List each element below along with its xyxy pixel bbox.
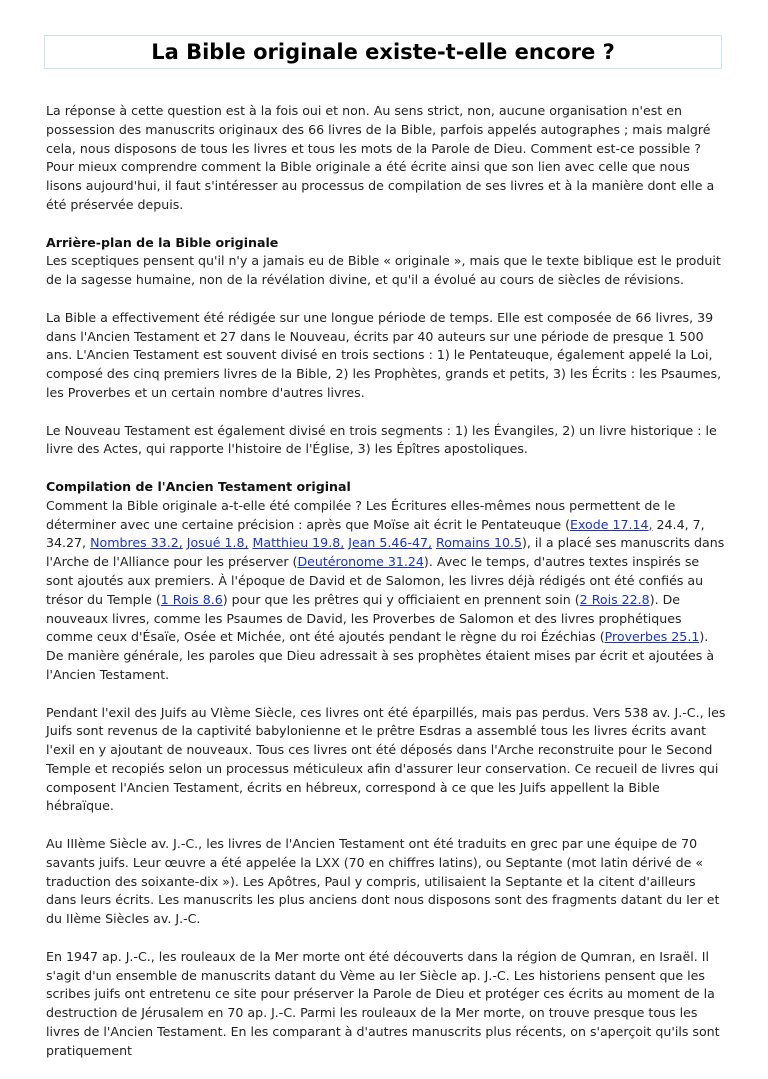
scripture-link-josue[interactable]: Josué 1.8, <box>186 535 249 551</box>
scripture-link-1-rois[interactable]: 1 Rois 8.6 <box>160 591 223 607</box>
scripture-link-deuteronome[interactable]: Deutéronome 31.24 <box>297 554 424 570</box>
text-segment: 34.27, <box>46 535 91 551</box>
text-segment: 24.4, 7, <box>652 516 705 532</box>
text-segment: ). De manière générale, les paroles que Dieu adressait à ses prophètes étaient mises par écrit et ajoutées à l'Ancien Testament. <box>46 629 715 682</box>
text-segment: ) pour que les prêtres qui y officiaient en prennent soin ( <box>222 591 580 607</box>
paragraph: En 1947 ap. J.-C., les rouleaux de la Mer morte ont été découverts dans la région de Qumran, en Israël. Il s'agit d'un ensemble de manuscrits datant du Vème au Ier Siècle ap. J.-C. Les historiens pensent que les scribes juifs ont entretenu ce site pour préserver la Parole de Dieu et protéger ces écrits au moment de la destruction de Jérusalem en 70 ap. J.-C. Parmi les rouleaux de la Mer morte, on trouve presque tous les livres de l'Ancien Testament. En les comparant à d'autres manuscrits plus récents, on s'aperçoit qu'ils sont pratiquement <box>46 948 720 1058</box>
scripture-link-matthieu[interactable]: Matthieu 19.8, <box>252 535 345 551</box>
text-segment: ). De nouveaux livres, comme les Psaumes de David, les Proverbes de Salomon et des livres prophétiques comme ceux d'Ésaïe, Osée et Michée, ont été ajoutés pendant le règne du roi Ézéchias ( <box>46 591 682 645</box>
article-body <box>46 102 726 1079</box>
scripture-link-2-rois[interactable]: 2 Rois 22.8 <box>579 591 650 607</box>
text-segment: Comment la Bible originale a-t-elle été compilée ? Les Écritures elles-mêmes nous permettent de le déterminer avec une certaine précision : après que Moïse ait écrit le Pentateuque ( <box>46 497 676 532</box>
paragraph: Les sceptiques pensent qu'il n'y a jamais eu de Bible « originale », mais que le texte biblique est le produit de la sagesse humaine, non de la révélation divine, et qu'il a évolué au cours de siècles de révisions. <box>46 253 721 288</box>
page-title: La Bible originale existe-t-elle encore ? <box>151 40 615 64</box>
paragraph: La Bible a effectivement été rédigée sur une longue période de temps. Elle est composée de 66 livres, 39 dans l'Ancien Testament et 27 dans le Nouveau, écrits par 40 auteurs sur une période de presque 1 500 ans. L'Ancien Testament est souvent divisé en trois sections : 1) le Pentateuque, également appelé la Loi, composé des cinq premiers livres de la Bible, 2) les Prophètes, grands et petits, 3) les Écrits : les Psaumes, les Proverbes et un certain nombre d'autres livres. <box>46 309 722 400</box>
section-heading-background: Arrière-plan de la Bible originale <box>46 234 279 250</box>
paragraph: Le Nouveau Testament est également divisé en trois segments : 1) les Évangiles, 2) un livre historique : le livre des Actes, qui rapporte l'histoire de l'Église, 3) les Épîtres apostoliques. <box>46 422 717 457</box>
text-segment: ), il a placé ses manuscrits dans l'Arche de l'Alliance pour les préserver ( <box>46 535 725 570</box>
title-box <box>44 35 722 69</box>
scripture-link-proverbes[interactable]: Proverbes 25.1 <box>604 629 700 645</box>
scripture-link-romains[interactable]: Romains 10.5 <box>436 535 522 551</box>
scripture-link-jean[interactable]: Jean 5.46-47, <box>348 535 433 551</box>
text-segment: ). Avec le temps, d'autres textes inspirés se sont ajoutés aux premiers. À l'époque de David et de Salomon, les livres déjà rédigés ont été confiés au trésor du Temple ( <box>46 554 704 607</box>
section-heading-compilation: Compilation de l'Ancien Testament original <box>46 478 351 494</box>
paragraph-with-references <box>46 497 726 685</box>
scripture-link-exode[interactable]: Exode 17.14, <box>570 516 653 532</box>
paragraph: Au IIIème Siècle av. J.-C., les livres de l'Ancien Testament ont été traduits en grec par une équipe de 70 savants juifs. Leur œuvre a été appelée la LXX (70 en chiffres latins), ou Septante (mot latin dérivé de « traduction des soixante-dix »). Les Apôtres, Paul y compris, utilisaient la Septante et la citent d'ailleurs dans leurs écrits. Les manuscrits les plus anciens dont nous disposons sont des fragments datant du Ier et du IIème Siècles av. J.-C. <box>46 836 720 927</box>
scripture-link-nombres[interactable]: Nombres 33.2, <box>90 535 183 551</box>
paragraph: Pendant l'exil des Juifs au VIème Siècle, ces livres ont été éparpillés, mais pas perdus. Vers 538 av. J.-C., les Juifs sont revenus de la captivité babylonienne et le prêtre Esdras a assemblé tous les livres écrits avant l'exil en y ajoutant de nouveaux. Tous ces livres ont été déposés dans l'Arche reconstruite pour le Second Temple et recopiés selon un processus méticuleux afin d'assurer leur conservation. Ce recueil de livres qui composent l'Ancien Testament, écrits en hébreux, correspond à ce que les Juifs appellent la Bible hébraïque. <box>46 704 726 814</box>
intro-paragraph: La réponse à cette question est à la fois oui et non. Au sens strict, non, aucune organisation n'est en possession des manuscrits originaux des 66 livres de la Bible, parfois appelés autographes ; mais malgré cela, nous disposons de tous les livres et tous les mots de la Parole de Dieu. Comment est-ce possible ? Pour mieux comprendre comment la Bible originale a été écrite ainsi que son lien avec celle que nous lisons aujourd'hui, il faut s'intéresser au processus de compilation de ses livres et à la manière dont elle a été préservée depuis. <box>46 103 715 212</box>
